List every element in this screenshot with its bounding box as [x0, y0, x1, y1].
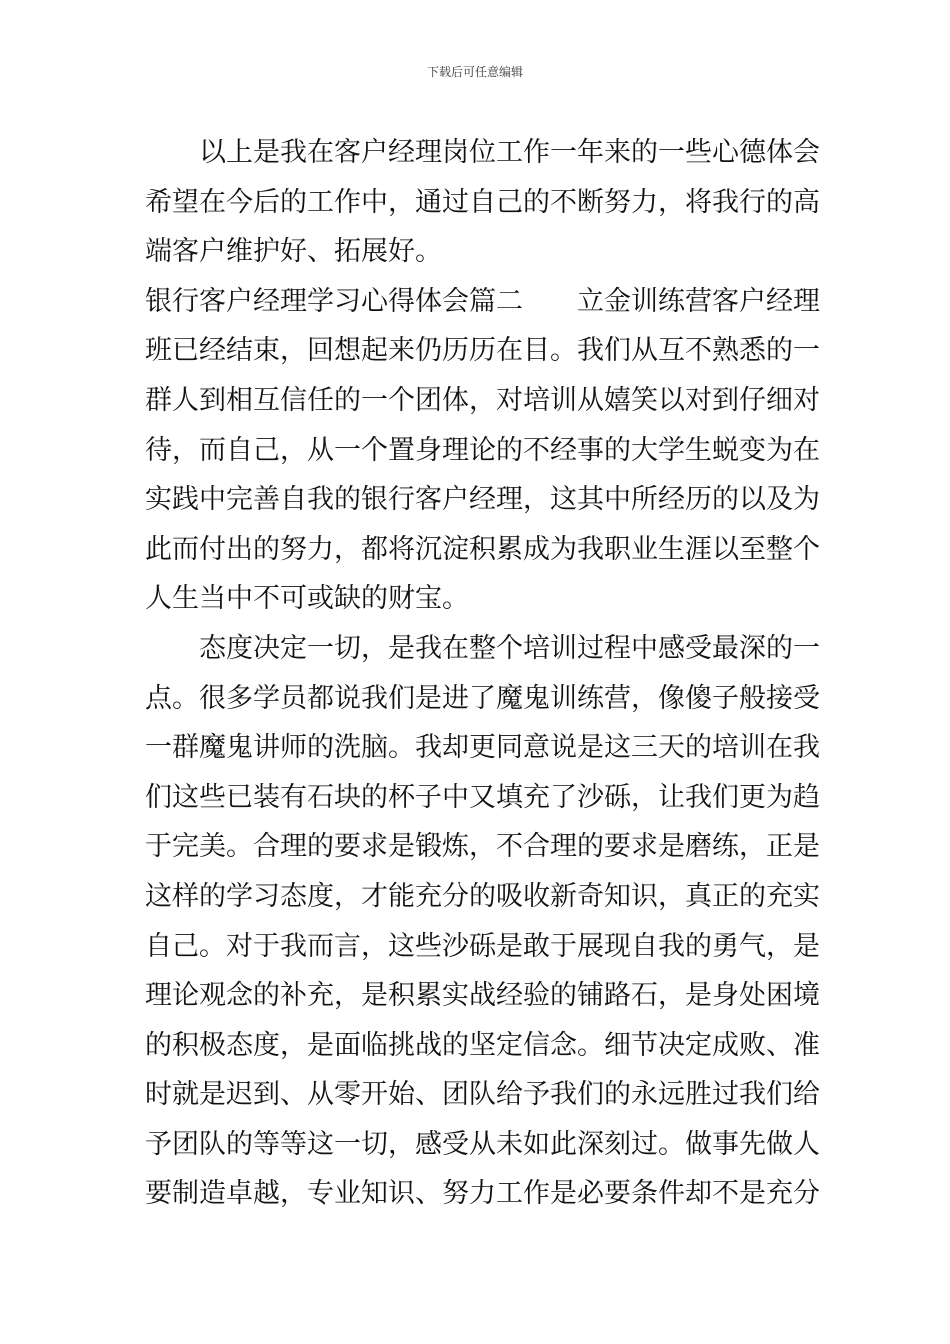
- text-line: 实践中完善自我的银行客户经理，这其中所经历的以及为: [145, 484, 820, 516]
- text-line: 待，而自己，从一个置身理论的不经事的大学生蜕变为在: [145, 434, 820, 466]
- text-line: 此而付出的努力，都将沉淀积累成为我职业生涯以至整个: [145, 533, 820, 565]
- text-line: 态度决定一切，是我在整个培训过程中感受最深的一: [145, 632, 820, 664]
- text-line: 们这些已装有石块的杯子中又填充了沙砾，让我们更为趋: [145, 781, 820, 813]
- text-line: 这样的学习态度，才能充分的吸收新奇知识，真正的充实: [145, 880, 820, 912]
- text-line: 班已经结束，回想起来仍历历在目。我们从互不熟悉的一: [145, 335, 820, 367]
- text-line: 希望在今后的工作中，通过自己的不断努力，将我行的高: [145, 186, 820, 218]
- text-line: 人生当中不可或缺的财宝。: [145, 583, 469, 615]
- text-line: 于完美。合理的要求是锻炼，不合理的要求是磨练，正是: [145, 831, 820, 863]
- text-line: 自己。对于我而言，这些沙砾是敢于展现自我的勇气，是: [145, 930, 820, 962]
- text-line: 理论观念的补充，是积累实战经验的铺路石，是身处困境: [145, 980, 820, 1012]
- text-line: 群人到相互信任的一个团体，对培训从嬉笑以对到仔细对: [145, 384, 820, 416]
- text-line: 时就是迟到、从零开始、团队给予我们的永远胜过我们给: [145, 1079, 820, 1111]
- text-line: 予团队的等等这一切，感受从未如此深刻过。做事先做人: [145, 1128, 820, 1160]
- text-line: 端客户维护好、拓展好。: [145, 236, 442, 268]
- text-line: 要制造卓越，专业知识、努力工作是必要条件却不是充分: [145, 1178, 820, 1210]
- text-line: 以上是我在客户经理岗位工作一年来的一些心德体会: [145, 137, 820, 168]
- text-line: 一群魔鬼讲师的洗脑。我却更同意说是这三天的培训在我: [145, 732, 820, 764]
- section-heading-line: 银行客户经理学习心得体会篇二 立金训练营客户经理: [145, 285, 820, 317]
- document-body: [145, 128, 820, 1219]
- text-line: 的积极态度，是面临挑战的坚定信念。细节决定成败、准: [145, 1029, 820, 1061]
- text-line: 点。很多学员都说我们是进了魔鬼训练营，像傻子般接受: [145, 682, 820, 714]
- page-header: 下载后可任意编辑: [426, 65, 523, 79]
